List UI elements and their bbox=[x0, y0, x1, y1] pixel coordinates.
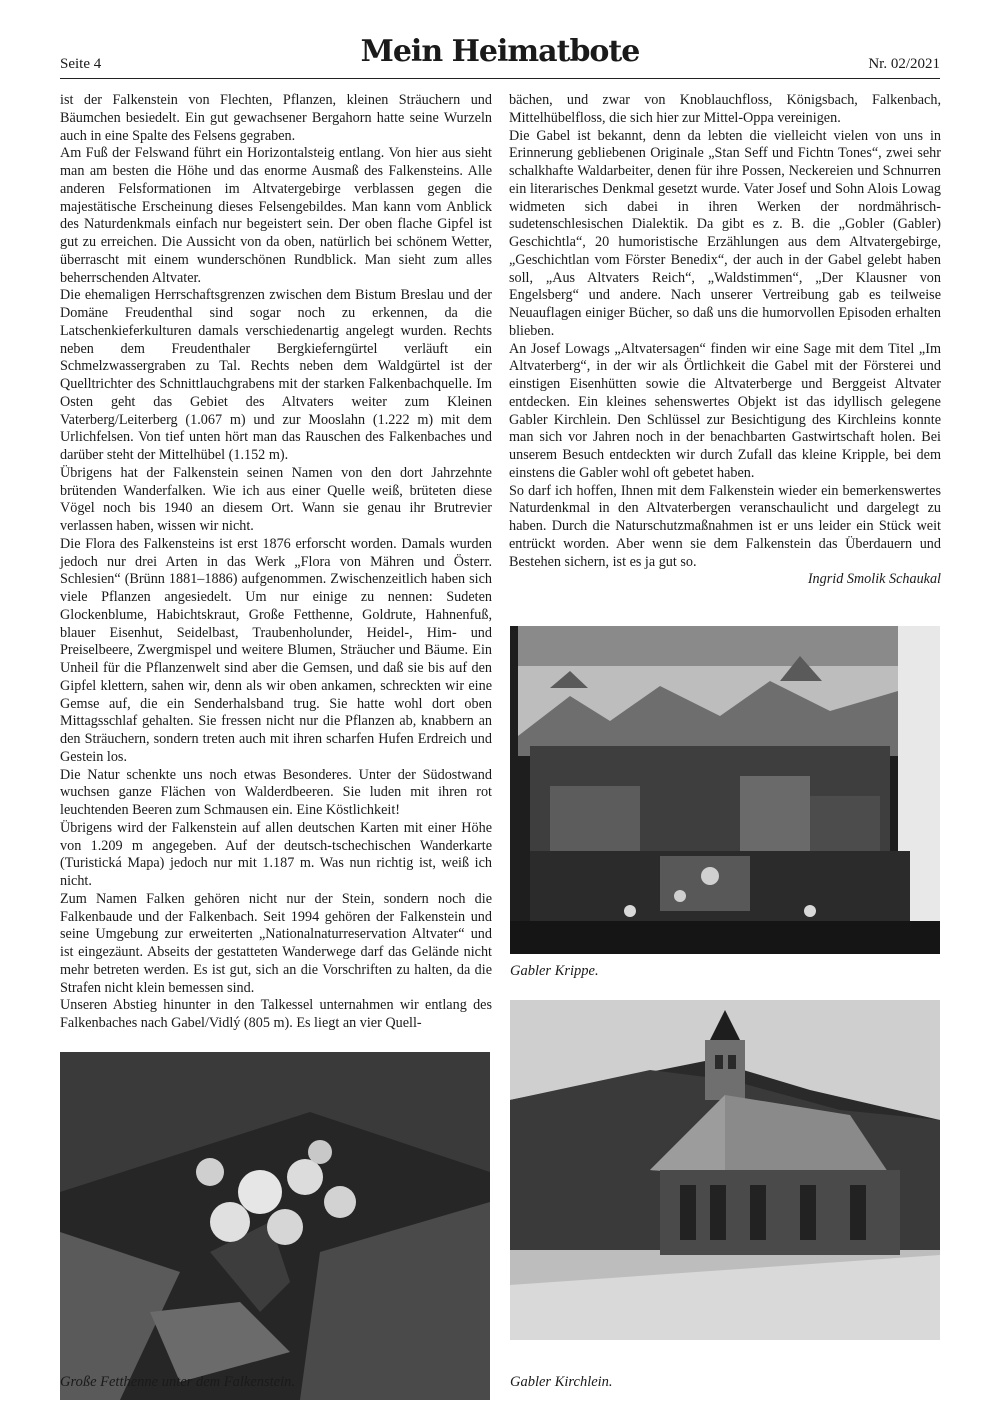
paragraph: So darf ich hoffen, Ihnen mit dem Falkenstein wieder ein bemerkenswertes Naturdenkmal in den Altvaterbergen veranschaulicht und dargelegt zu haben. Durch die Naturschutzmaßnahmen ist er uns leider ein Stück weit entrückt worden. Aber wenn sie dem Falkenstein das Überdauern und Bestehen sichern, ist es ja gut so. bbox=[509, 482, 941, 570]
fetthenne-caption: Große Fetthenne unter dem Falkenstein. bbox=[60, 1374, 296, 1390]
fetthenne-photo bbox=[60, 1052, 490, 1400]
right-column bbox=[509, 92, 941, 589]
krippe-photo bbox=[510, 626, 940, 954]
paragraph: Die Gabel ist bekannt, denn da lebten die vielleicht vielen von uns in Erinnerung gebliebenen Originale „Stan Seff und Fichtn Tones“, zwei sehr schalkhafte Waldarbeiter, denen für ihre Possen, Neckereien und Schnurren ein literarisches Denkmal gesetzt wurde. Vater Josef und Sohn Alois Lowag widmeten sich dabei in ihren Werken der nordmährisch-sudetenschlesischen Dialektik. Da gibt es z. B. die „Gobler (Gabler) Geschichtla“, 20 humoristische Erzählungen aus dem Altvatergebirge, „Geschichtlan vom Förster Benedix“, der auch in der Gabel gelebt haben soll, „Aus Altvaters Reich“, „Waldstimmen“, „Der Klausner von Engelsberg“ und andere. Nach unserer Vertreibung gab es teilweise Neuauflagen einiger Bücher, so daß uns die humorvollen Episoden erhalten blieben. bbox=[509, 127, 941, 339]
paragraph: Übrigens wird der Falkenstein auf allen deutschen Karten mit einer Höhe von 1.209 m angegeben. Auf der deutsch-tschechischen Wanderkarte (Turistická Mapa) jedoch nur mit 1.187 m. Was nun richtig ist, weiß ich nicht. bbox=[60, 819, 492, 889]
kirchlein-photo bbox=[510, 1000, 940, 1340]
paragraph: Übrigens hat der Falkenstein seinen Namen von den dort Jahrzehnte brütenden Wanderfalken. Wie ich aus einer Quelle weiß, brüteten diese Vögel noch bis 1940 an diesem Ort. Wann sie genau ihr Brutrevier verlassen haben, wissen wir nicht. bbox=[60, 464, 492, 534]
page-header bbox=[60, 34, 940, 78]
paragraph: ist der Falkenstein von Flechten, Pflanzen, kleinen Sträuchern und Bäumchen besiedelt. Ein gut gewachsener Bergahorn hatte seine Wurzeln auch in eine Spalte des Felsens gegraben. bbox=[60, 92, 492, 144]
paragraph: An Josef Lowags „Altvatersagen“ finden wir eine Sage mit dem Titel „Im Altvaterberg“, in der wir als Örtlichkeit die Gabel mit der Försterei und einstigen Eisenhütten sowie die Altvaterberge und Berggeist Altvater entdecken. Ein kleines sehenswertes Objekt ist das idyllisch gelegene Gabler Kirchlein. Den Schlüssel zur Besichtigung des Kirchleins konnte man sich vor Jahren noch in der benachbarten Gastwirtschaft holen. Bei unserem Besuch entdeckten wir durch Zufall das kleine Kripple, bei dem einstens die Gabler wohl oft gebetet haben. bbox=[509, 340, 941, 481]
page-number: Seite 4 bbox=[60, 56, 102, 72]
paragraph: Zum Namen Falken gehören nicht nur der Stein, sondern noch die Falkenbaude und der Falkenbach. Seit 1994 gehören der Falkenstein und seine Umgebung zur erweiterten „Nationalnaturreservation Altvater“ und ist eingezäunt. Abseits der gestatteten Wanderwege darf das Gelände nicht mehr betreten werden. Es ist gut, sich an die Vorschriften zu halten, da die Strafen nicht klein bemessen sind. bbox=[60, 890, 492, 996]
paragraph: Unseren Abstieg hinunter in den Talkessel unternahmen wir entlang des Falkenbaches nach Gabel/Vidlý (805 m). Es liegt an vier Quell- bbox=[60, 997, 492, 1031]
paragraph: Die ehemaligen Herrschaftsgrenzen zwischen dem Bistum Breslau und der Domäne Freudenthal sind sogar noch zu erkennen, da die Latschenkieferkulturen damals verschiedenartig angelegt wurden. Rechts neben dem Freudenthaler Bergkieferngürtel verläuft ein Schmelzwassergraben zu Tal. Rechts neben dem Waldgürtel ist der Quelltrichter des Schnittlauchgrabens mit der starken Falkenbachquelle. Im Osten geht das Gebiet des Altvaters weiter zum Kleinen Vaterberg/Leiterberg (1.067 m) und zur Mooslahn (1.222 m) mit dem Urlichfelsen. Von tief unten hört man das Rauschen des Falkenbaches und darüber steht der Mittelhübel (1.152 m). bbox=[60, 287, 492, 463]
paragraph: Die Flora des Falkensteins ist erst 1876 erforscht worden. Damals wurden jedoch nur drei Arten in das Werk „Flora von Mähren und Österr. Schlesien“ (Brünn 1881–1886) aufgenommen. Zwischenzeitlich haben sich viele Pflanzen angesiedelt. Um nur einige zu nennen: Sudeten Glockenblume, Habichtskraut, Große Fetthenne, Goldrute, Hahnenfuß, blauer Eisenhut, Seidelbast, Traubenholunder, Heidel-, Him- und Preiselbeere, Zwergmispel und weitere Blumen, Sträucher und Bäume. Ein Unheil für die Pflanzenwelt sind aber die Gemsen, und daß sie bis auf den Gipfel klettern, sahen wir, denn als wir oben ankamen, schreckten wir eine Gemse auf, die ein Senderhalsband trug. Sie hatte wohl dort oben Mittagsschlaf gehalten. Sie fressen nicht nur die Pflanzen ab, knabbern an den Sträuchern, sondern treten auch mit ihren scharfen Hufen Erdreich und Gestein los. bbox=[60, 535, 492, 765]
masthead-logo: Mein Heimatbote bbox=[360, 34, 640, 69]
paragraph: Die Natur schenkte uns noch etwas Besonderes. Unter der Südostwand wuchsen ganze Flächen von Walderdbeeren. Sie luden mit ihren rot leuchtenden Beeren zum Schmausen ein. Eine Köstlichkeit! bbox=[60, 766, 492, 818]
paragraph: Am Fuß der Felswand führt ein Horizontalsteig entlang. Von hier aus sieht man am besten die Höhe und das enorme Ausmaß des Falkensteins. Alle anderen Felsformationen im Altvatergebirge verblassen gegen die majestätische Erscheinung dieses Felsengebildes. Man kann vom Anblick des Naturdenkmals einfach nur begeistert sein. Der oben flache Gipfel ist gut zu erreichen. Die Aussicht von da oben, natürlich bei schönem Wetter, überrascht mit einem wunderschönen Rundblick. Man sieht zum alles beherrschenden Altvater. bbox=[60, 145, 492, 286]
kirchlein-caption: Gabler Kirchlein. bbox=[510, 1374, 613, 1390]
paragraph: bächen, und zwar von Knoblauchfloss, Königsbach, Falkenbach, Mittelhübelfloss, die sich hier zur Mittel-Oppa vereinigen. bbox=[509, 92, 941, 126]
issue-number: Nr. 02/2021 bbox=[868, 56, 940, 72]
krippe-caption: Gabler Krippe. bbox=[510, 963, 599, 979]
author-signature: Ingrid Smolik Schaukal bbox=[807, 571, 941, 588]
header-rule bbox=[60, 78, 940, 79]
left-column bbox=[60, 92, 492, 1033]
